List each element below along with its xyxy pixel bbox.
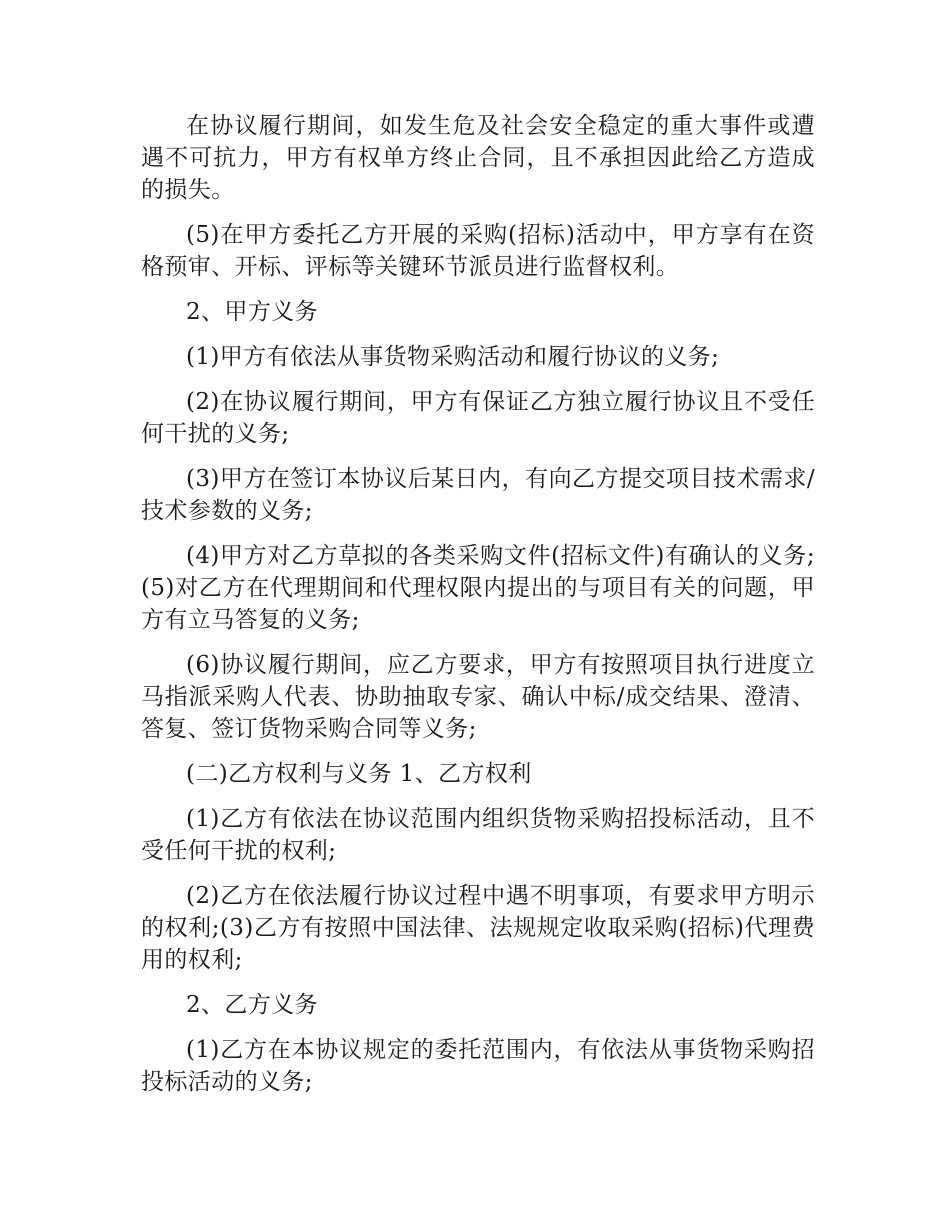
paragraph-party-b-right-2-3: (2)乙方在依法履行协议过程中遇不明事项，有要求甲方明示的权利;(3)乙方有按照中国法律、法规规定收取采购(招标)代理费用的权利; [141, 883, 815, 973]
paragraph-party-a-obligation-6: (6)协议履行期间，应乙方要求，甲方有按照项目执行进度立马指派采购人代表、协助抽取专家、确认中标/成交结果、澄清、答复、签订货物采购合同等义务; [141, 652, 815, 742]
paragraph-party-a-obligation-4-5: (4)甲方对乙方草拟的各类采购文件(招标文件)有确认的义务;(5)对乙方在代理期间和代理权限内提出的与项目有关的问题，甲方有立马答复的义务; [141, 543, 815, 633]
document-body [141, 110, 815, 1111]
paragraph-party-a-obligation-2: (2)在协议履行期间，甲方有保证乙方独立履行协议且不受任何干扰的义务; [141, 389, 815, 447]
paragraph-party-a-obligation-1: (1)甲方有依法从事货物采购活动和履行协议的义务; [186, 344, 720, 370]
paragraph-force-majeure: 在协议履行期间，如发生危及社会安全稳定的重大事件或遭遇不可抗力，甲方有权单方终止合同，且不承担因此给乙方造成的损失。 [141, 113, 815, 203]
heading-party-a-obligations: 2、甲方义务 [186, 299, 319, 325]
paragraph-party-b-obligation-1: (1)乙方在本协议规定的委托范围内，有依法从事货物采购招投标活动的义务; [141, 1037, 815, 1095]
heading-party-b-obligations: 2、乙方义务 [186, 992, 319, 1018]
paragraph-party-b-right-1: (1)乙方有依法在协议范围内组织货物采购招投标活动，且不受任何干扰的权利; [141, 806, 815, 864]
paragraph-party-a-right-5: (5)在甲方委托乙方开展的采购(招标)活动中，甲方享有在资格预审、开标、评标等关键环节派员进行监督权利。 [141, 222, 815, 280]
heading-party-b-rights: (二)乙方权利与义务 1、乙方权利 [186, 761, 532, 787]
paragraph-party-a-obligation-3: (3)甲方在签订本协议后某日内，有向乙方提交项目技术需求/技术参数的义务; [141, 466, 815, 524]
